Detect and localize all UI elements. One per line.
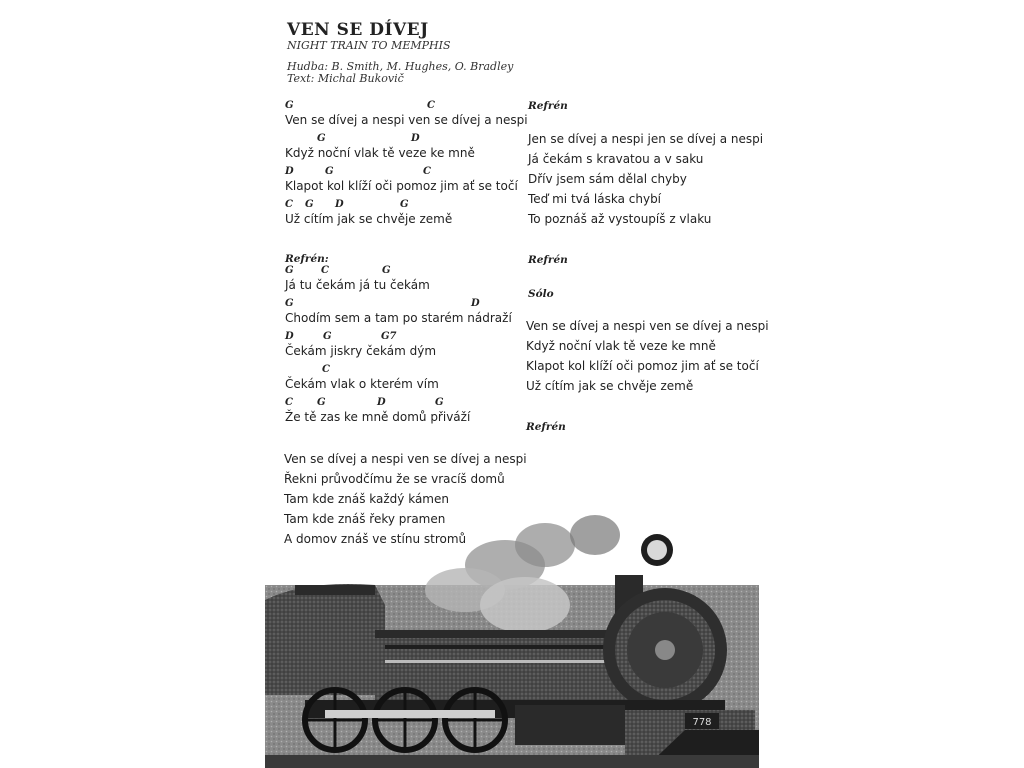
chord: G: [285, 265, 294, 276]
chord: C: [423, 166, 431, 177]
lyric-line: Dřív jsem sám dělal chyby: [528, 172, 687, 186]
verse-line: [285, 166, 528, 198]
chord: G: [323, 331, 332, 342]
chord-row: [285, 265, 512, 278]
lyrics-credit: Text: Michal Bukovič: [287, 72, 404, 85]
lyric-line: Ven se dívej a nespi ven se dívej a nespi: [526, 319, 769, 333]
steam-locomotive-illustration: [265, 505, 759, 768]
chord: D: [285, 331, 294, 342]
lyric-line: Že tě zas ke mně domů přiváží: [285, 410, 471, 424]
chord: C: [427, 100, 435, 111]
chord: D: [377, 397, 386, 408]
song-title: VEN SE DÍVEJ: [287, 20, 429, 40]
refrain-label: Refrén:: [285, 253, 329, 265]
chord: C: [321, 265, 329, 276]
verse-line: [285, 199, 528, 231]
lyric-line: Už cítím jak se chvěje země: [526, 379, 694, 393]
chord: G: [285, 100, 294, 111]
chord-row: [285, 364, 512, 377]
chord-row: [285, 331, 512, 344]
verse-line: [285, 397, 512, 429]
chord: C: [285, 397, 293, 408]
song-subtitle: NIGHT TRAIN TO MEMPHIS: [287, 39, 451, 52]
chord-row: [285, 199, 528, 212]
refrain-label: Refrén: [526, 421, 566, 433]
lyric-line: Tam kde znáš řeky pramen: [284, 512, 446, 526]
lyric-line: Ven se dívej a nespi ven se dívej a nespi: [285, 113, 528, 127]
music-credit: Hudba: B. Smith, M. Hughes, O. Bradley: [287, 60, 514, 73]
verse-3: [528, 132, 763, 232]
lyric-line: Klapot kol klíží oči pomoz jim ať se točí: [285, 179, 518, 193]
refrain-label: Refrén: [528, 254, 568, 266]
verse-1: [285, 100, 528, 231]
chord: G: [305, 199, 314, 210]
lyric-line: Já čekám s kravatou a v saku: [528, 152, 704, 166]
lyric-line: Já tu čekám já tu čekám: [285, 278, 430, 292]
chord-row: [285, 166, 528, 179]
chord: G: [285, 298, 294, 309]
lyric-line: Řekni průvodčímu že se vracíš domů: [284, 472, 505, 486]
lyric-line: Teď mi tvá láska chybí: [528, 192, 662, 206]
lyric-line: Čekám jiskry čekám dým: [285, 344, 437, 358]
lyric-line: Když noční vlak tě veze ke mně: [526, 339, 716, 353]
verse-line: [285, 331, 512, 363]
chord: G: [317, 397, 326, 408]
chord-row: [285, 133, 528, 146]
verse-line: [285, 364, 512, 396]
refrain: [285, 253, 512, 429]
chord: G: [400, 199, 409, 210]
lyric-line: Ven se dívej a nespi ven se dívej a nespi: [284, 452, 527, 466]
chord: D: [285, 166, 294, 177]
chord-row: [285, 298, 512, 311]
verse-line: [285, 265, 512, 297]
lyric-line: Jen se dívej a nespi jen se dívej a nespi: [528, 132, 764, 146]
lyric-line: To poznáš až vystoupíš z vlaku: [528, 212, 712, 226]
chord: G: [317, 133, 326, 144]
verse-line: [285, 100, 528, 132]
number-plate: 778: [692, 717, 712, 728]
chord: D: [471, 298, 480, 309]
lyric-line: Když noční vlak tě veze ke mně: [285, 146, 475, 160]
solo-label: Sólo: [528, 288, 554, 300]
verse-line: [285, 133, 528, 165]
chord-row: [285, 100, 528, 113]
refrain-label: Refrén: [528, 100, 568, 112]
lyric-line: Chodím sem a tam po starém nádraží: [285, 311, 512, 325]
lyric-line: A domov znáš ve stínu stromů: [284, 532, 467, 546]
lyric-line: Už cítím jak se chvěje země: [285, 212, 453, 226]
chord: D: [411, 133, 420, 144]
verse-4: [526, 319, 769, 399]
lyric-line: Klapot kol klíží oči pomoz jim ať se točí: [526, 359, 759, 373]
chord: C: [285, 199, 293, 210]
chord-row: [285, 397, 512, 410]
chord: G7: [381, 331, 397, 342]
verse-line: [285, 298, 512, 330]
chord: D: [335, 199, 344, 210]
chord: G: [325, 166, 334, 177]
chord: G: [435, 397, 444, 408]
chord: C: [322, 364, 330, 375]
lyric-line: Čekám vlak o kterém vím: [285, 377, 439, 391]
lyric-line: Tam kde znáš každý kámen: [284, 492, 449, 506]
chord: G: [382, 265, 391, 276]
